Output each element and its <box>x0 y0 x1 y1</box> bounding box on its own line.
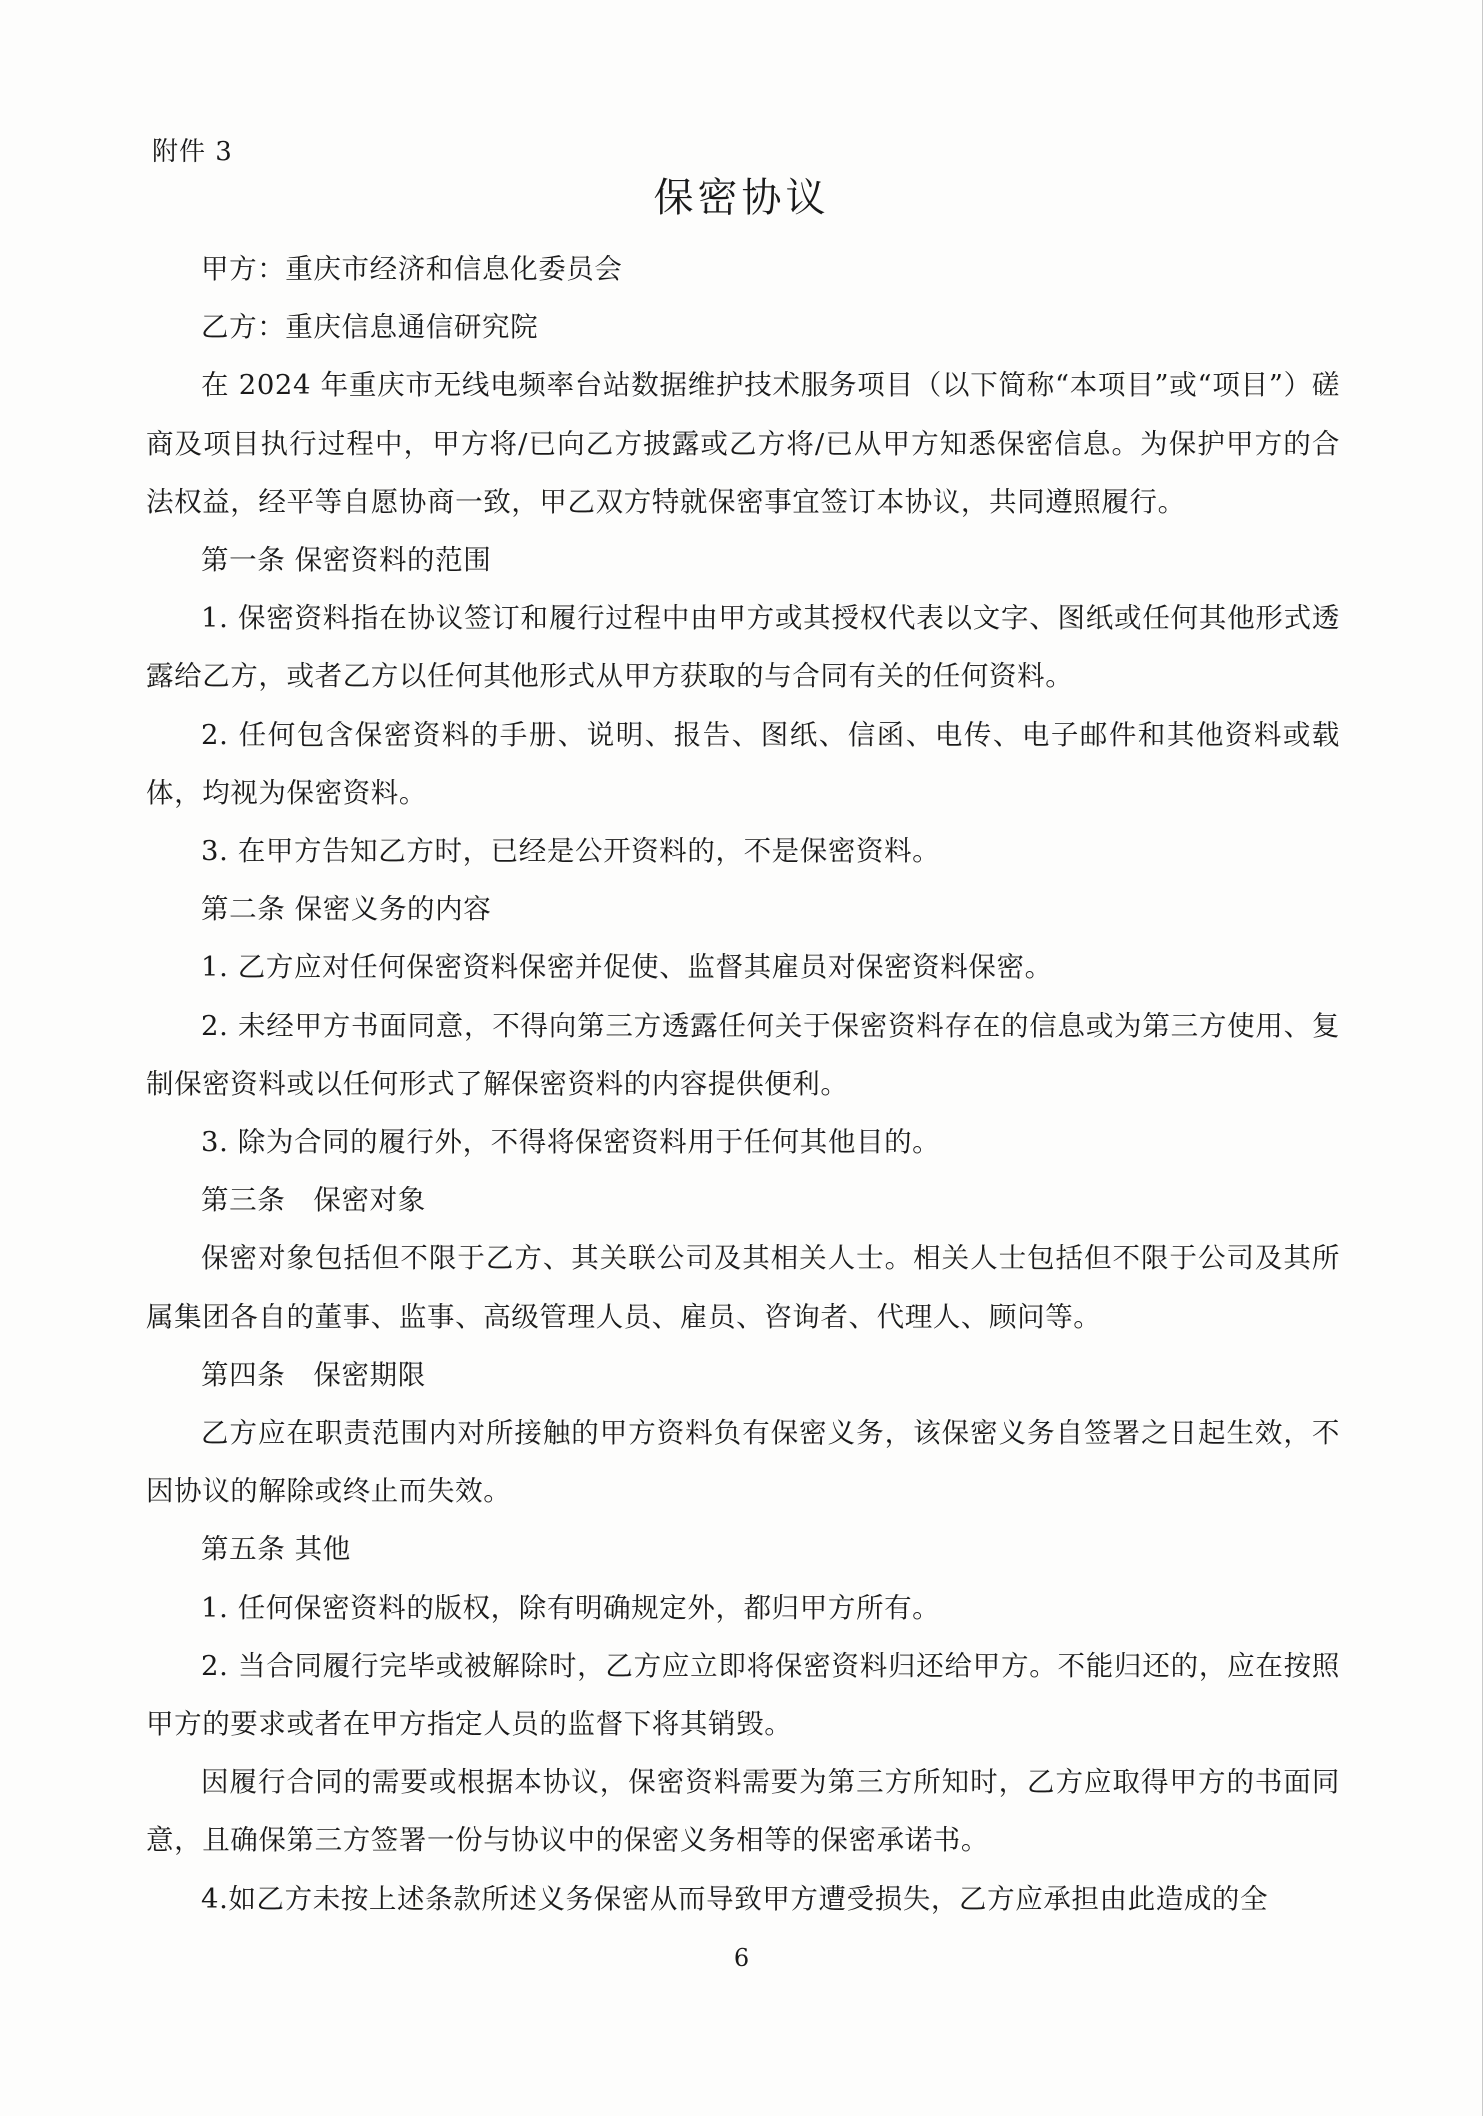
attachment-label: 附件 3 <box>152 137 233 167</box>
preamble-paragraph: 在 2024 年重庆市无线电频率台站数据维护技术服务项目（以下简称“本项目”或“项目”）磋商及项目执行过程中，甲方将/已向乙方披露或乙方将/已从甲方知悉保密信息。为保护甲方的合法权益，经平等自愿协商一致，甲乙双方特就保密事宜签订本协议，共同遵照履行。 <box>146 369 1340 518</box>
article-5-clause-3: 因履行合同的需要或根据本协议，保密资料需要为第三方所知时，乙方应取得甲方的书面同意，且确保第三方签署一份与协议中的保密义务相等的保密承诺书。 <box>146 1766 1340 1857</box>
article-3-heading: 第三条 保密对象 <box>201 1184 426 1217</box>
article-1-clause-3: 3. 在甲方告知乙方时，已经是公开资料的，不是保密资料。 <box>201 835 941 868</box>
article-1-clause-2: 2. 任何包含保密资料的手册、说明、报告、图纸、信函、电传、电子邮件和其他资料或载体，均视为保密资料。 <box>146 718 1340 809</box>
party-a: 甲方：重庆市经济和信息化委员会 <box>201 253 623 285</box>
article-2-clause-2: 2. 未经甲方书面同意，不得向第三方透露任何关于保密资料存在的信息或为第三方使用、复制保密资料或以任何形式了解保密资料的内容提供便利。 <box>146 1009 1340 1100</box>
article-5-clause-4: 4.如乙方未按上述条款所述义务保密从而导致甲方遭受损失，乙方应承担由此造成的全 <box>201 1882 1269 1915</box>
article-2-clause-1: 1. 乙方应对任何保密资料保密并促使、监督其雇员对保密资料保密。 <box>201 951 1053 984</box>
article-1-heading: 第一条 保密资料的范围 <box>201 544 492 577</box>
article-3-text: 保密对象包括但不限于乙方、其关联公司及其相关人士。相关人士包括但不限于公司及其所属集团各自的董事、监事、高级管理人员、雇员、咨询者、代理人、顾问等。 <box>146 1242 1340 1333</box>
party-b: 乙方：重庆信息通信研究院 <box>201 311 539 344</box>
page-number: 6 <box>733 1944 750 1972</box>
document-body <box>146 240 1340 1928</box>
article-1-clause-1: 1. 保密资料指在协议签订和履行过程中由甲方或其授权代表以文字、图纸或任何其他形式透露给乙方，或者乙方以任何其他形式从甲方获取的与合同有关的任何资料。 <box>146 602 1340 693</box>
article-5-heading: 第五条 其他 <box>201 1533 351 1566</box>
article-4-text: 乙方应在职责范围内对所接触的甲方资料负有保密义务，该保密义务自签署之日起生效，不因协议的解除或终止而失效。 <box>146 1417 1340 1508</box>
document-title: 保密协议 <box>653 175 830 221</box>
article-4-heading: 第四条 保密期限 <box>201 1358 426 1391</box>
article-5-clause-1: 1. 任何保密资料的版权，除有明确规定外，都归甲方所有。 <box>201 1591 941 1624</box>
article-2-heading: 第二条 保密义务的内容 <box>201 893 492 926</box>
article-5-clause-2: 2. 当合同履行完毕或被解除时，乙方应立即将保密资料归还给甲方。不能归还的，应在按照甲方的要求或者在甲方指定人员的监督下将其销毁。 <box>146 1649 1340 1741</box>
article-2-clause-3: 3. 除为合同的履行外，不得将保密资料用于任何其他目的。 <box>201 1126 941 1159</box>
